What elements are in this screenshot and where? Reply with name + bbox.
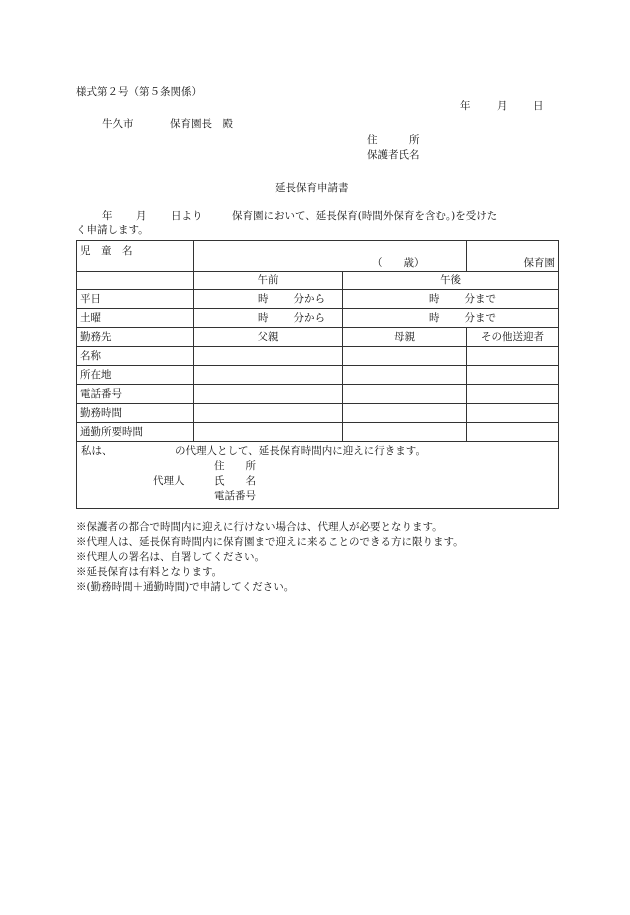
date-month: 月 [497,100,508,112]
date-day: 日 [533,100,544,112]
proxy-intro-start: 私は、 [81,445,113,457]
father-phone-field[interactable] [194,385,343,404]
proxy-address-label: 住 所 [214,460,256,472]
saturday-end-time[interactable] [343,309,559,328]
weekday-end-time[interactable] [343,290,559,309]
other-location-field[interactable] [467,366,559,385]
note-item: ※保護者の都合で時間内に迎えに行けない場合は、代理人が必要となります。 [76,521,443,533]
father-name-field[interactable] [194,347,343,366]
time-header-row [77,272,559,290]
child-name-field[interactable] [194,241,467,272]
row-label-location: 所在地 [77,366,194,385]
mother-phone-field[interactable] [343,385,467,404]
other-work-hours-field[interactable] [467,404,559,423]
date-year: 年 [460,100,471,112]
table-row [77,385,559,404]
weekday-row [77,290,559,309]
workplace-label: 勤務先 [77,328,194,347]
note-item: ※代理人は、延長保育時間内に保育園まで迎えに来ることのできる方に限ります。 [76,536,464,548]
intro-text-line2: く申請します。 [76,224,149,236]
nursery-suffix: 保育園 [523,257,556,269]
row-label-work-hours: 勤務時間 [77,404,194,423]
mother-location-field[interactable] [343,366,467,385]
intro-text-line1: 保育園において、延長保育(時間外保育を含む。)を受けた [232,210,498,222]
note-item: ※延長保育は有料となります。 [76,566,223,578]
proxy-name-label: 氏 名 [214,475,256,487]
child-name-label: 児 童 名 [77,241,194,272]
application-table [76,240,559,509]
intro-day-from: 日より [171,210,203,222]
workplace-header-row [77,328,559,347]
address-label: 住 所 [367,134,420,146]
child-name-row [77,241,559,272]
note-item: ※代理人の署名は、自署してください。 [76,551,265,563]
father-work-hours-field[interactable] [194,404,343,423]
saturday-label: 土曜 [77,309,194,328]
saturday-row [77,309,559,328]
note-item: ※(勤務時間＋通勤時間)で申請してください。 [76,581,295,593]
hour-unit: 時 [258,311,269,324]
intro-year: 年 [102,210,113,222]
minute-from-unit: 分から [293,311,325,324]
minute-from-unit: 分から [293,292,325,305]
row-label-name: 名称 [77,347,194,366]
proxy-row [77,442,559,509]
other-escort-header: その他送迎者 [467,328,559,347]
minute-until-unit: 分まで [464,292,496,305]
row-label-phone: 電話番号 [77,385,194,404]
proxy-phone-label: 電話番号 [214,490,256,502]
form-number: 様式第２号（第５条関係） [76,86,202,98]
minute-until-unit: 分まで [464,311,496,324]
mother-name-field[interactable] [343,347,467,366]
child-age: （ 歳） [372,257,425,269]
mother-header: 母親 [343,328,467,347]
notes-list [76,520,464,595]
weekday-label: 平日 [77,290,194,309]
mother-commute-field[interactable] [343,423,467,442]
proxy-label: 代理人 [153,475,185,487]
am-header: 午前 [194,272,343,290]
proxy-intro-text: の代理人として、延長保育時間内に迎えに行きます。 [175,445,426,457]
weekday-start-time[interactable] [194,290,343,309]
nursery-name-field[interactable] [467,241,559,272]
document-title: 延長保育申請書 [275,182,349,194]
pm-header: 午後 [343,272,559,290]
table-row [77,347,559,366]
table-row [77,423,559,442]
proxy-section [77,442,559,509]
addressee-director: 保育園長 殿 [170,118,233,130]
row-label-commute-time: 通勤所要時間 [77,423,194,442]
saturday-start-time[interactable] [194,309,343,328]
other-phone-field[interactable] [467,385,559,404]
other-name-field[interactable] [467,347,559,366]
hour-unit: 時 [429,311,440,324]
guardian-name-label: 保護者氏名 [367,149,420,161]
table-row [77,366,559,385]
father-commute-field[interactable] [194,423,343,442]
mother-work-hours-field[interactable] [343,404,467,423]
intro-month: 月 [136,210,147,222]
addressee-city: 牛久市 [102,118,134,130]
father-location-field[interactable] [194,366,343,385]
other-commute-field[interactable] [467,423,559,442]
table-row [77,404,559,423]
hour-unit: 時 [429,292,440,305]
hour-unit: 時 [258,292,269,305]
father-header: 父親 [194,328,343,347]
